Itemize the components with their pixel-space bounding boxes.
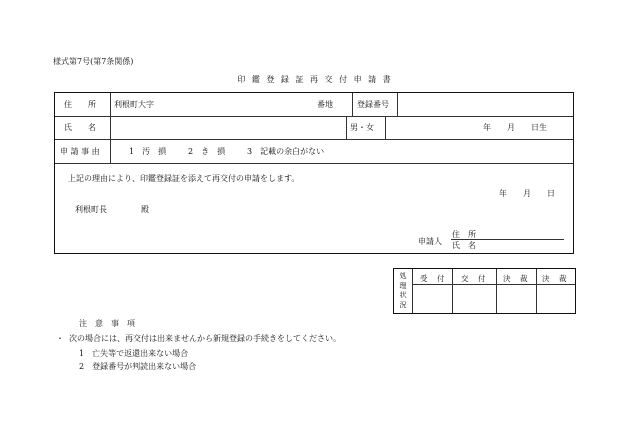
- banchi-label: 番地: [317, 100, 333, 109]
- reason-option-3[interactable]: 3 記載の余白がない: [247, 147, 325, 156]
- processing-status-table: [393, 268, 576, 314]
- reason-option-2[interactable]: 2 き 損: [188, 147, 226, 156]
- notes-title: 注 意 事 項: [79, 319, 135, 328]
- side-char: 理: [399, 281, 407, 290]
- birth-date-label: 年 月 日生: [483, 123, 547, 132]
- column-approval-1: 決 裁: [503, 274, 529, 283]
- name-label: 氏 名: [64, 123, 96, 132]
- cell-divider: [496, 269, 497, 313]
- applicant-address-label: 住 所: [452, 230, 476, 239]
- application-form: [54, 92, 574, 254]
- address-label: 住 所: [64, 100, 96, 109]
- address-prefix: 利根町大字: [114, 100, 154, 109]
- notes-item-1: 1 亡失等で返還出来ない場合: [79, 349, 189, 358]
- cell-divider: [412, 269, 413, 313]
- cell-divider: [385, 116, 386, 139]
- addressee: 利根町長: [75, 205, 107, 214]
- column-approval-2: 決 裁: [542, 274, 568, 283]
- row-divider: [55, 116, 573, 117]
- cell-divider: [346, 116, 347, 139]
- side-char: 況: [399, 300, 407, 309]
- processing-status-label: [398, 272, 408, 310]
- notes-item-2: 2 登録番号が判読出来ない場合: [79, 362, 197, 371]
- side-char: 処: [399, 272, 407, 280]
- cell-divider: [536, 269, 537, 313]
- reason-label: 申 請 事 由: [60, 147, 100, 156]
- gender-label: 男・女: [350, 123, 374, 132]
- label-column-divider: [110, 93, 111, 163]
- notes-bullet: ・: [56, 334, 64, 343]
- header-divider: [412, 284, 575, 285]
- application-date: 年 月 日: [499, 189, 555, 198]
- statement-text: 上記の理由により、印鑑登録証を添えて再交付の申請をします。: [68, 174, 300, 183]
- registration-number-label: 登録番号: [357, 100, 389, 109]
- notes-main-text: 次の場合には、再交付は出来ませんから新規登録の手続きをしてください。: [69, 334, 341, 343]
- cell-divider: [397, 93, 398, 116]
- row-divider: [55, 139, 573, 140]
- applicant-address-line[interactable]: [451, 239, 564, 240]
- row-divider: [55, 163, 573, 164]
- cell-divider: [352, 93, 353, 116]
- honorific: 殿: [141, 205, 149, 214]
- applicant-name-label: 氏 名: [452, 241, 476, 250]
- document-title: 印 鑑 登 録 証 再 交 付 申 請 書: [237, 75, 393, 84]
- column-issued: 交 付: [461, 274, 487, 283]
- applicant-label: 申請人: [418, 237, 442, 246]
- reason-option-1[interactable]: 1 汚 損: [129, 147, 167, 156]
- column-received: 受 付: [420, 274, 446, 283]
- cell-divider: [452, 269, 453, 313]
- side-char: 状: [399, 291, 407, 299]
- form-id: 様式第7号(第7条関係): [53, 57, 134, 66]
